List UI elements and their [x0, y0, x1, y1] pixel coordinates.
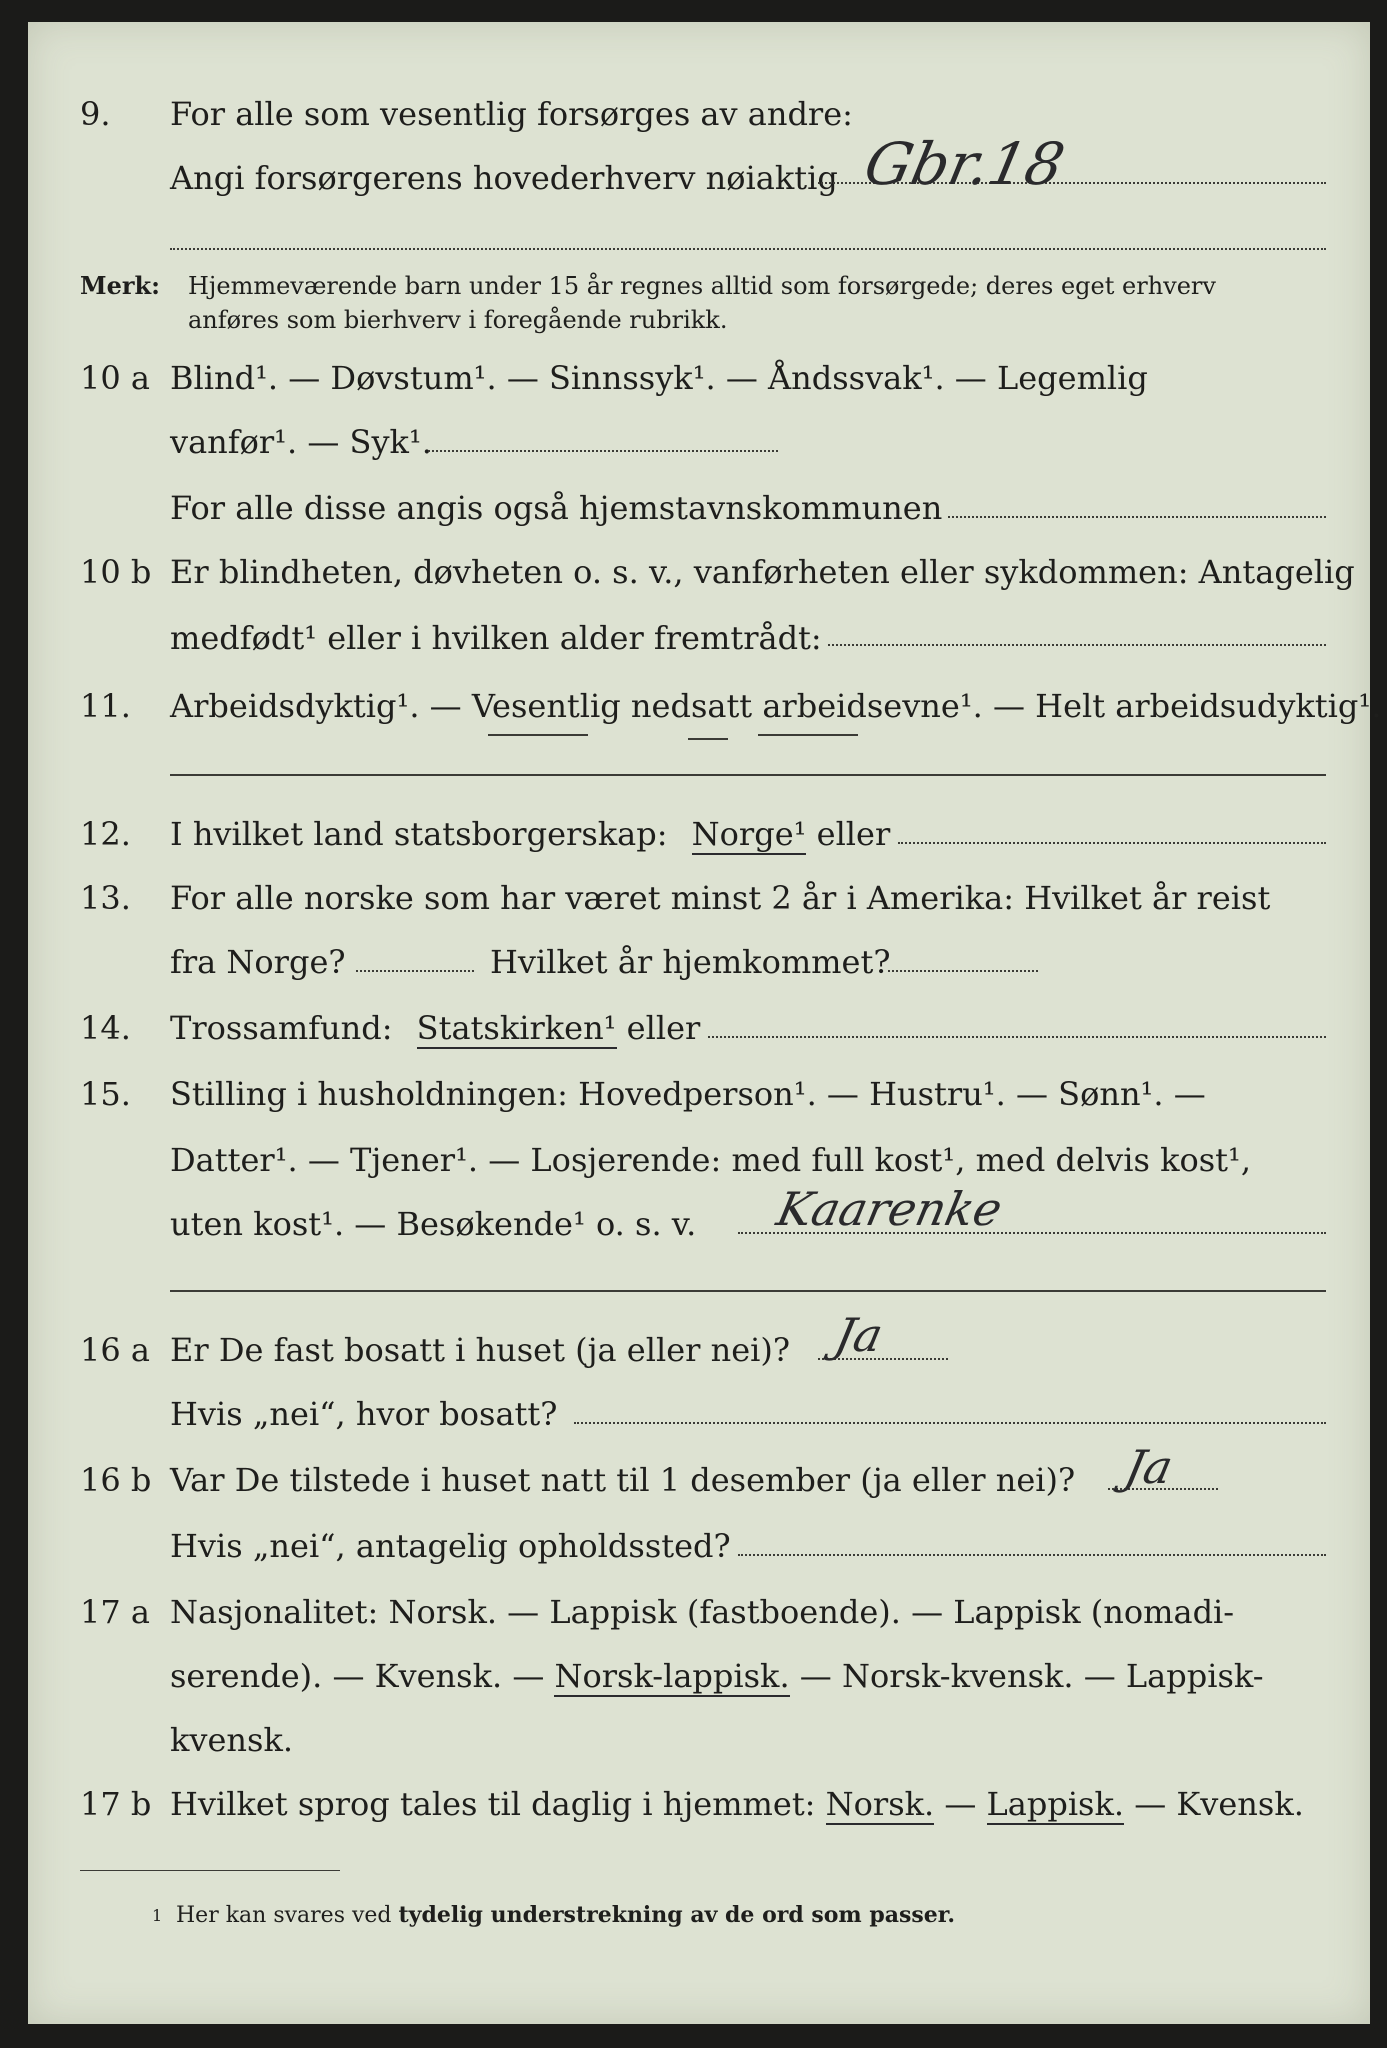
handwritten-answer: Ja — [830, 1308, 888, 1362]
question-text: For alle norske som har været minst 2 år i Amerika: Hvilket år reist — [170, 879, 1271, 917]
answer-line[interactable] — [948, 516, 1326, 518]
option-lappisk: Lappisk. — [986, 1785, 1125, 1823]
handwritten-answer: Kaarenke — [772, 1182, 1007, 1236]
handwritten-underline — [758, 734, 858, 736]
note-text: anføres som bierhverv i foregående rubrikk. — [188, 306, 728, 334]
question-number: 10 a — [80, 359, 150, 397]
question-number: 15. — [80, 1075, 131, 1113]
handwritten-underline — [488, 734, 588, 736]
option-eller: eller — [626, 1009, 701, 1047]
question-text-group — [170, 1008, 700, 1048]
question-number: 14. — [80, 1009, 131, 1047]
question-text: Blind¹. — Døvstum¹. — Sinnssyk¹. — Åndssvak¹. — Legemlig — [170, 359, 1148, 397]
answer-line[interactable] — [738, 1554, 1326, 1556]
question-number: 17 a — [80, 1593, 150, 1631]
answer-line[interactable] — [574, 1422, 1326, 1424]
census-form-page — [28, 22, 1382, 2024]
footnote-text-plain: Her kan svares ved — [176, 1903, 392, 1928]
question-text: Trossamfund: — [170, 1009, 393, 1047]
answer-line[interactable] — [888, 970, 1038, 972]
question-text: Er blindheten, døvheten o. s. v., vanførheten eller sykdommen: Antagelig — [170, 553, 1355, 591]
question-text: For alle disse angis også hjemstavnskommunen — [170, 489, 943, 527]
question-text: serende). — Kvensk. — — [170, 1657, 545, 1695]
question-number: 12. — [80, 815, 131, 853]
question-number: 13. — [80, 879, 131, 917]
note-label: Merk: — [80, 271, 160, 300]
question-text-group — [170, 814, 890, 854]
footnote-text-bold: tydelig understrekning av de ord som passer. — [398, 1902, 956, 1928]
footnote-text — [176, 1902, 955, 1928]
question-number: 9. — [80, 95, 111, 133]
handwritten-answer: Gbr.18 — [858, 130, 1071, 198]
question-text: Hvis „nei“, antagelig opholdssted? — [170, 1527, 731, 1565]
footnote-rule — [80, 1870, 340, 1871]
separator-dotted — [170, 248, 1326, 250]
question-text: Arbeidsdyktig¹. — Vesentlig nedsatt arbeidsevne¹. — Helt arbeidsudyktig¹. — [170, 687, 1382, 725]
question-number: 16 b — [80, 1461, 152, 1499]
question-text: I hvilket land statsborgerskap: — [170, 815, 668, 853]
question-text: Nasjonalitet: Norsk. — Lappisk (fastboende). — Lappisk (nomadi- — [170, 1593, 1235, 1631]
question-text-group — [170, 1784, 1304, 1824]
question-text: For alle som vesentlig forsørges av andre: — [170, 95, 853, 133]
question-text: Angi forsørgerens hovederhverv nøiaktig — [170, 159, 838, 197]
option-statskirken: Statskirken¹ — [416, 1009, 617, 1047]
question-text: uten kost¹. — Besøkende¹ o. s. v. — [170, 1205, 697, 1243]
option-norsk: Norsk. — [825, 1785, 935, 1823]
question-text: Hvilket sprog tales til daglig i hjemmet: — [170, 1785, 816, 1823]
answer-line[interactable] — [356, 970, 474, 972]
separator-rule — [170, 774, 1326, 776]
question-text: Er De fast bosatt i huset (ja eller nei)? — [170, 1331, 791, 1369]
question-number: 11. — [80, 687, 131, 725]
question-number: 17 b — [80, 1785, 152, 1823]
answer-line[interactable] — [898, 842, 1326, 844]
question-text: — Kvensk. — [1134, 1785, 1304, 1823]
question-text: vanfør¹. — Syk¹. — [170, 423, 432, 461]
question-text: medfødt¹ eller i hvilken alder fremtrådt: — [170, 619, 822, 657]
question-text: Var De tilstede i huset natt til 1 desember (ja eller nei)? — [170, 1461, 1076, 1499]
answer-line[interactable] — [828, 644, 1326, 646]
dash: — — [944, 1785, 977, 1823]
question-text: fra Norge? — [170, 943, 346, 981]
question-text: Hvis „nei“, hvor bosatt? — [170, 1395, 558, 1433]
question-text: Datter¹. — Tjener¹. — Losjerende: med full kost¹, med delvis kost¹, — [170, 1141, 1252, 1179]
option-norge: Norge¹ — [691, 815, 807, 853]
question-text: — Norsk-kvensk. — Lappisk- — [799, 1657, 1264, 1695]
option-norsk-lappisk: Norsk-lappisk. — [554, 1657, 790, 1695]
answer-line[interactable] — [428, 450, 778, 452]
option-eller: eller — [816, 815, 891, 853]
note-text: Hjemmeværende barn under 15 år regnes alltid som forsørgede; deres eget erhverv — [188, 272, 1216, 300]
footnote-mark: 1 — [152, 1906, 163, 1925]
question-text-group — [170, 1656, 1264, 1696]
separator-rule — [170, 1290, 1326, 1292]
handwritten-underline — [688, 738, 728, 740]
question-number: 10 b — [80, 553, 152, 591]
question-text: kvensk. — [170, 1721, 293, 1759]
question-text: Stilling i husholdningen: Hovedperson¹. — Hustru¹. — Sønn¹. — — [170, 1075, 1206, 1113]
answer-line[interactable] — [708, 1036, 1326, 1038]
handwritten-answer: Ja — [1120, 1440, 1178, 1494]
question-number: 16 a — [80, 1331, 150, 1369]
question-text: Hvilket år hjemkommet? — [490, 943, 891, 981]
